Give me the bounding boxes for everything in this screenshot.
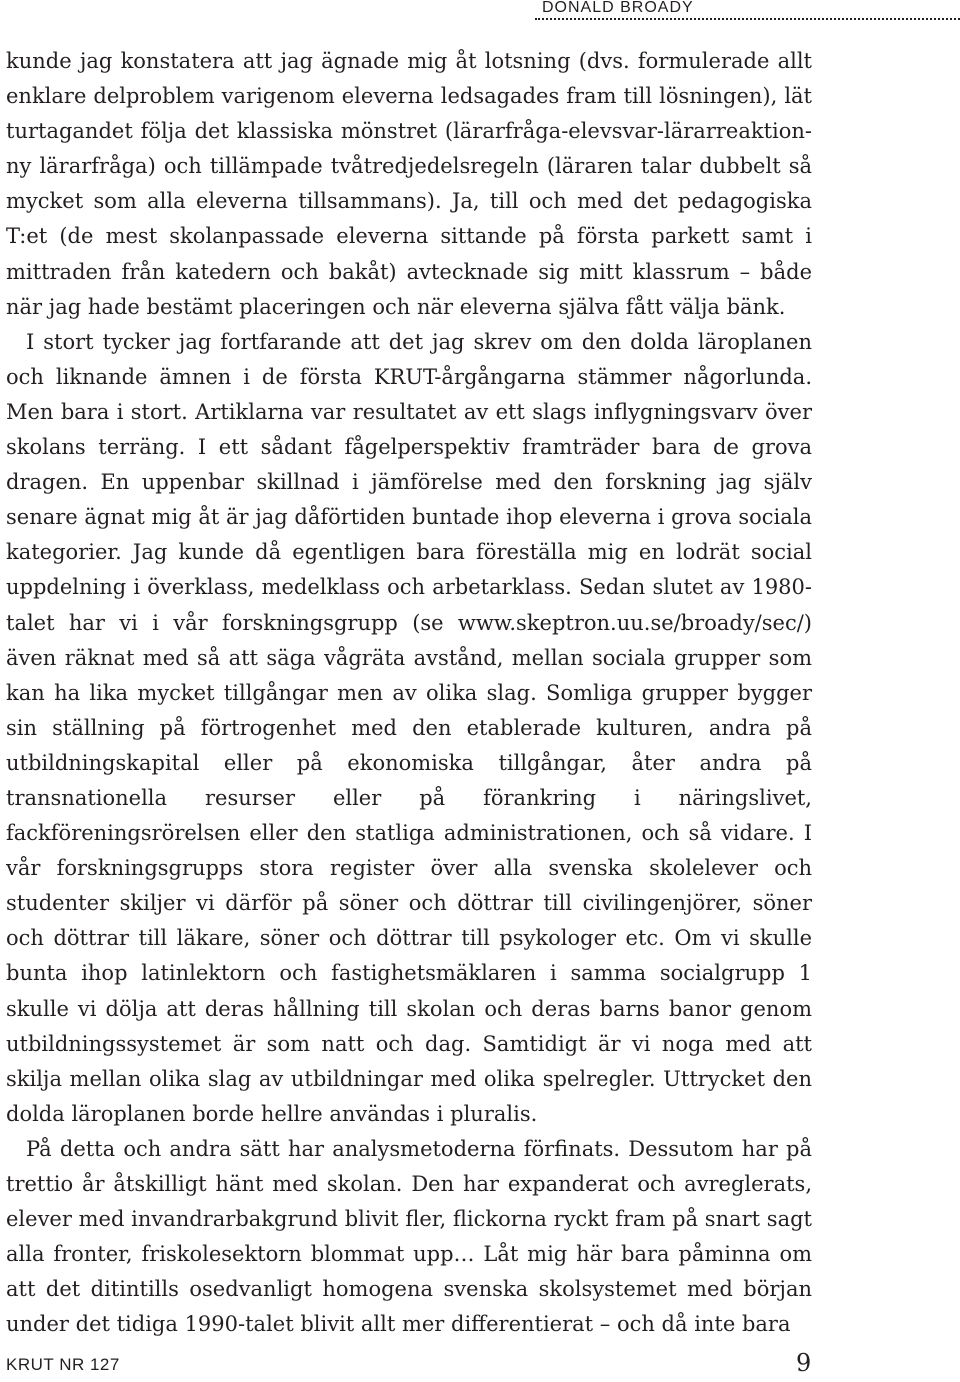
running-header-author: DONALD BROADY	[542, 0, 694, 16]
page-number: 9	[796, 1349, 812, 1377]
body-text	[6, 44, 812, 1342]
header-rule	[535, 18, 960, 20]
paragraph-3: På detta och andra sätt har analysmetoderna förfinats. Dessutom har på trettio år åtskilligt hänt med skolan. Den har expanderat och avreglerats, elever med invandrarbakgrund blivit fler, flickorna ryckt fram på snart sagt alla fronter, friskolesektorn blommat upp… Låt mig här bara påminna om att det ditintills osedvanligt homogena svenska skolsystemet med början under det tidiga 1990-talet blivit allt mer differentierat – och då inte bara	[6, 1136, 812, 1337]
paragraph-1: kunde jag konstatera att jag ägnade mig åt lotsning (dvs. formulerade allt enklare delproblem varigenom eleverna ledsagades fram till lösningen), lät turtagandet följa det klassiska mönstret (lärarfråga-elevsvar-lärarreaktionny lärarfråga) och tillämpade tvåtredjedelsregeln (läraren talar dubbelt så mycket som alla eleverna tillsammans). Ja, till och med det pedagogiska T:et (de mest skolanpassade eleverna sittande på första parkett samt i mittraden från katedern och bakåt) avtecknade sig mitt klassrum – både när jag hade bestämt placeringen och när eleverna själva fått välja bänk.	[6, 49, 812, 319]
footer-journal-issue: KRUT NR 127	[6, 1355, 120, 1374]
paragraph-2: I stort tycker jag fortfarande att det jag skrev om den dolda läroplanen och liknande ämnen i de första KRUT-årgångarna stämmer någorlunda. Men bara i stort. Artiklarna var resultatet av ett slags inflygningsvarv över skolans terräng. I ett sådant fågelperspektiv framträder bara de grova dragen. En uppenbar skillnad i jämförelse med den forskning jag själv senare ägnat mig åt är jag dåförtiden buntade ihop eleverna i grova sociala kategorier. Jag kunde då egentligen bara föreställa mig en lodrät social uppdelning i överklass, medelklass och arbetarklass. Sedan slutet av 1980-talet har vi i vår forskningsgrupp (se www.skeptron.uu.se/broady/sec/) även räknat med så att säga vågräta avstånd, mellan sociala grupper som kan ha lika mycket tillgångar men av olika slag. Somliga grupper bygger sin ställning på förtrogenhet med den etablerade kulturen, andra på utbildningskapital eller på ekonomiska tillgångar, åter andra på transnationella resurser eller på förankring i näringslivet, fackföreningsrörelsen eller den statliga administrationen, och så vidare. I vår forskningsgrupps stora register över alla svenska skolelever och studenter skiljer vi därför på söner och döttrar till civilingenjörer, söner och döttrar till läkare, söner och döttrar till psykologer etc. Om vi skulle bunta ihop latinlektorn och fastighetsmäklaren i samma socialgrupp 1 skulle vi dölja att deras hållning till skolan och deras barns banor genom utbildningssystemet är som natt och dag. Samtidigt är vi noga med att skilja mellan olika slag av utbildningar med olika spelregler. Uttrycket den dolda läroplanen borde hellre användas i pluralis.	[6, 329, 812, 1126]
